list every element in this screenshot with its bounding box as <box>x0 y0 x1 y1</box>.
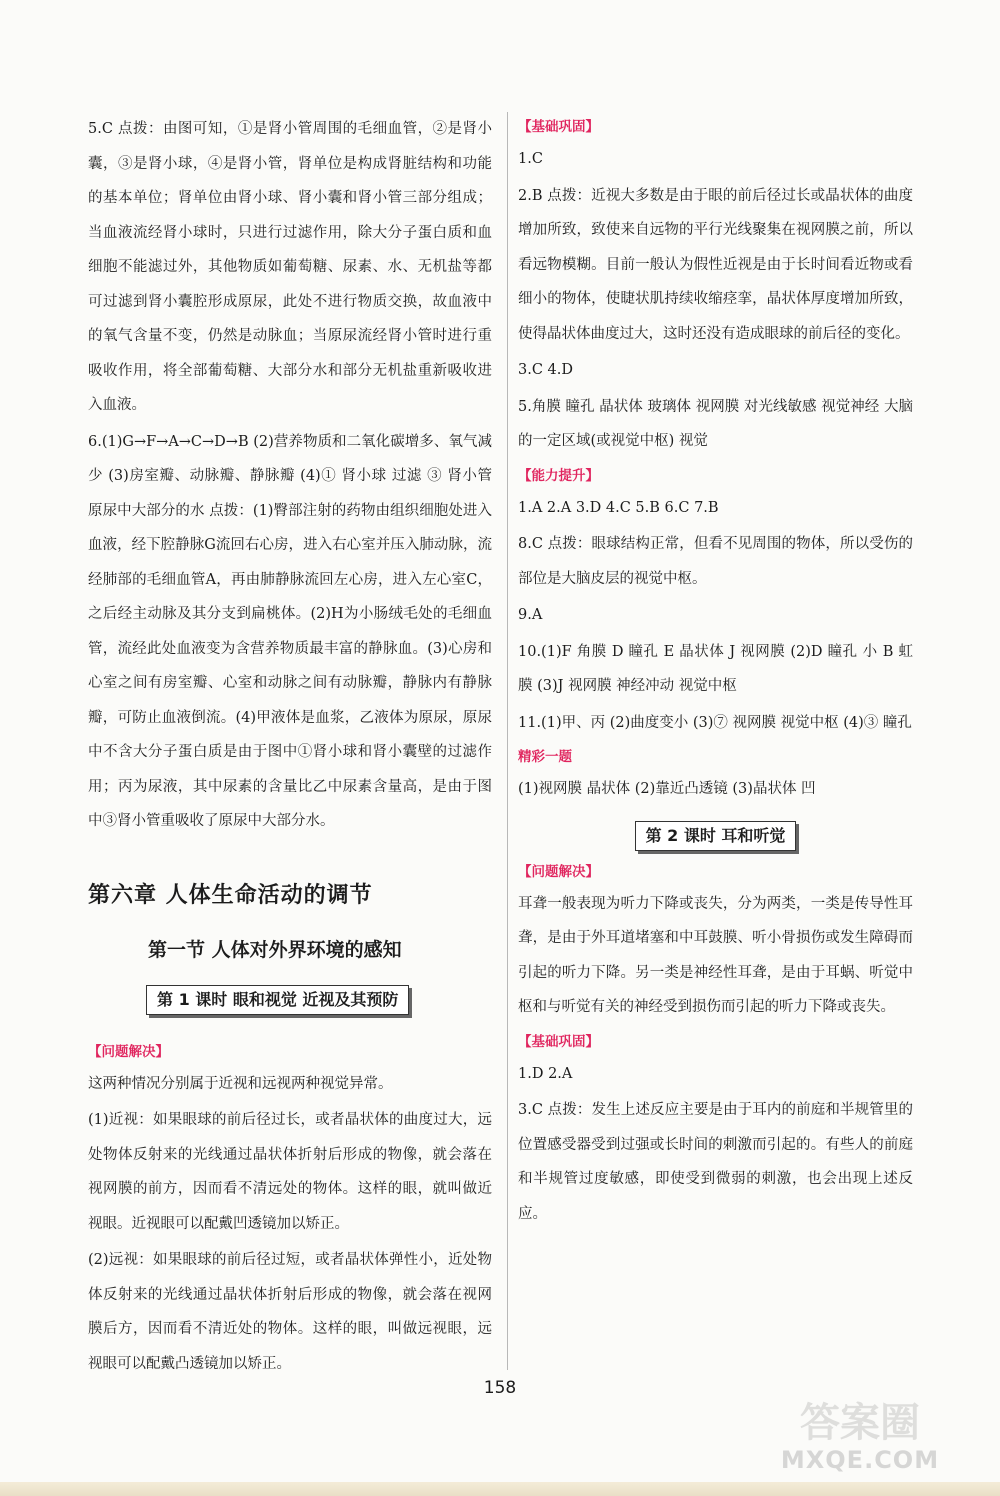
answer-ability-1-7: 1.A 2.A 3.D 4.C 5.B 6.C 7.B <box>518 499 719 516</box>
answer-featured: (1)视网膜 晶状体 (2)靠近凸透镜 (3)晶状体 凹 <box>518 781 816 797</box>
column-divider <box>507 112 508 1370</box>
page-number: 158 <box>483 1378 517 1398</box>
answer-basic-2: 2.B 点拨：近视大多数是由于眼的前后径过长或晶状体的曲度增加所致，致使来自远物的平行光线聚集在视网膜之前，所以看远物模糊。目前一般认为假性近视是由于长时间看近物或看细小的物体，使睫状肌持续收缩痉挛，晶状体厚度增加所致，使得晶状体曲度过大，这时还没有造成眼球的前后径的变化。 <box>518 187 913 342</box>
paragraph-intro: 这两种情况分别属于近视和远视两种视觉异常。 <box>88 1075 393 1092</box>
section-title: 第一节 人体对外界环境的感知 <box>148 938 402 961</box>
answer-ear-3: 3.C 点拨：发生上述反应主要是由于耳内的前庭和半规管里的位置感受器受到过强或长时间的刺激而引起的。有些人的前庭和半规管过度敏感，即使受到微弱的刺激，也会出现上述反应。 <box>518 1102 913 1222</box>
tag-featured-question: 精彩一题 <box>518 749 572 765</box>
answer-6: 6.(1)G→F→A→C→D→B (2)营养物质和二氧化碳增多、氧气减少 (3)房室瓣、动脉瓣、静脉瓣 (4)① 肾小球 过滤 ③ 肾小管 原尿中大部分的水 点拨：(1)臀部注射的药物由组织细胞处进入血液，经下腔静脉G流回右心房，进入右心室并压入肺动脉，流经肺部的毛细血管A，再由肺静脉流回左心房，进入左心室C，之后经主动脉及其分支到扁桃体。(2)H为小肠绒毛处的毛细血管，流经此处血液变为含营养物质最丰富的静脉血。(3)心房和心室之间有房室瓣、心室和动脉之间有动脉瓣，静脉内有静脉瓣，可防止血液倒流。(4)甲液体是血浆，乙液体为原尿，原尿中不含大分子蛋白质是由于图中①肾小球和肾小囊壁的过滤作用；丙为尿液，其中尿素的含量比乙中尿素含量高，是由于图中③肾小管重吸收了原尿中大部分水。 <box>88 433 492 829</box>
paragraph-myopia: (1)近视：如果眼球的前后径过长，或者晶状体的曲度过大，远处物体反射来的光线通过晶状体折射后形成的物像，就会落在视网膜的前方，因而看不清远处的物体。这样的眼，就叫做近视眼。近视眼可以配戴凹透镜加以矫正。 <box>88 1112 492 1232</box>
tag-ability-improvement: 【能力提升】 <box>518 467 599 484</box>
answer-ability-8: 8.C 点拨：眼球结构正常，但看不见周围的物体，所以受伤的部位是大脑皮层的视觉中枢。 <box>518 536 913 587</box>
answer-basic-5: 5.角膜 瞳孔 晶状体 玻璃体 视网膜 对光线敏感 视觉神经 大脑的一定区域(或视觉中枢) 视觉 <box>518 398 913 449</box>
paragraph-deafness: 耳聋一般表现为听力下降或丧失，分为两类，一类是传导性耳聋，是由于外耳道堵塞和中耳鼓膜、听小骨损伤或发生障碍而引起的听力下降。另一类是神经性耳聋，是由于耳蜗、听觉中枢和与听觉有关的神经受到损伤而引起的听力下降或丧失。 <box>518 895 913 1015</box>
answer-basic-3-4: 3.C 4.D <box>518 362 573 378</box>
lesson-2-heading: 第 2 课时 耳和听觉 <box>635 821 797 851</box>
watermark-text: MXQE.COM <box>780 1446 940 1474</box>
lesson-1-heading: 第 1 课时 眼和视觉 近视及其预防 <box>146 985 409 1015</box>
tag-basic-consolidation-2: 【基础巩固】 <box>518 1033 599 1050</box>
watermark-logo <box>760 1400 960 1480</box>
tag-problem-solving-2: 【问题解决】 <box>518 863 599 880</box>
answer-ear-1-2: 1.D 2.A <box>518 1065 573 1082</box>
paragraph-hyperopia: (2)远视：如果眼球的前后径过短，或者晶状体弹性小，近处物体反射来的光线通过晶状体折射后形成的物像，就会落在视网膜后方，因而看不清近处的物体。这样的眼，叫做远视眼，远视眼可以配戴凸透镜加以矫正。 <box>88 1252 492 1372</box>
lesson-2-heading-wrap <box>518 821 913 851</box>
left-column <box>88 112 492 1383</box>
tag-problem-solving: 【问题解决】 <box>88 1043 169 1060</box>
answer-ability-11: 11.(1)甲、丙 (2)曲度变小 (3)⑦ 视网膜 视觉中枢 (4)③ 瞳孔 <box>518 714 912 731</box>
answer-ability-9: 9.A <box>518 607 543 623</box>
answer-ability-10: 10.(1)F 角膜 D 瞳孔 E 晶状体 J 视网膜 (2)D 瞳孔 小 B 虹膜 (3)J 视网膜 神经冲动 视觉中枢 <box>518 643 913 694</box>
answer-5: 5.C 点拨：由图可知，①是肾小管周围的毛细血管，②是肾小囊，③是肾小球，④是肾小管，肾单位是构成肾脏结构和功能的基本单位；肾单位由肾小球、肾小囊和肾小管三部分组成；当血液流经肾小球时，只进行过滤作用，除大分子蛋白质和血细胞不能滤过外，其他物质如葡萄糖、尿素、水、无机盐等都可过滤到肾小囊腔形成原尿，此处不进行物质交换，故血液中的氧气含量不变，仍然是动脉血；当原尿流经肾小管时进行重吸收作用，将全部葡萄糖、大部分水和部分无机盐重新吸收进入血液。 <box>88 121 492 413</box>
scan-edge <box>0 1482 1000 1496</box>
chapter-title: 第六章 人体生命活动的调节 <box>88 882 373 908</box>
tag-basic-consolidation: 【基础巩固】 <box>518 119 599 135</box>
answer-basic-1: 1.C <box>518 151 543 167</box>
watermark-icon: 答案圈 <box>800 1400 920 1446</box>
right-column <box>518 112 913 1233</box>
